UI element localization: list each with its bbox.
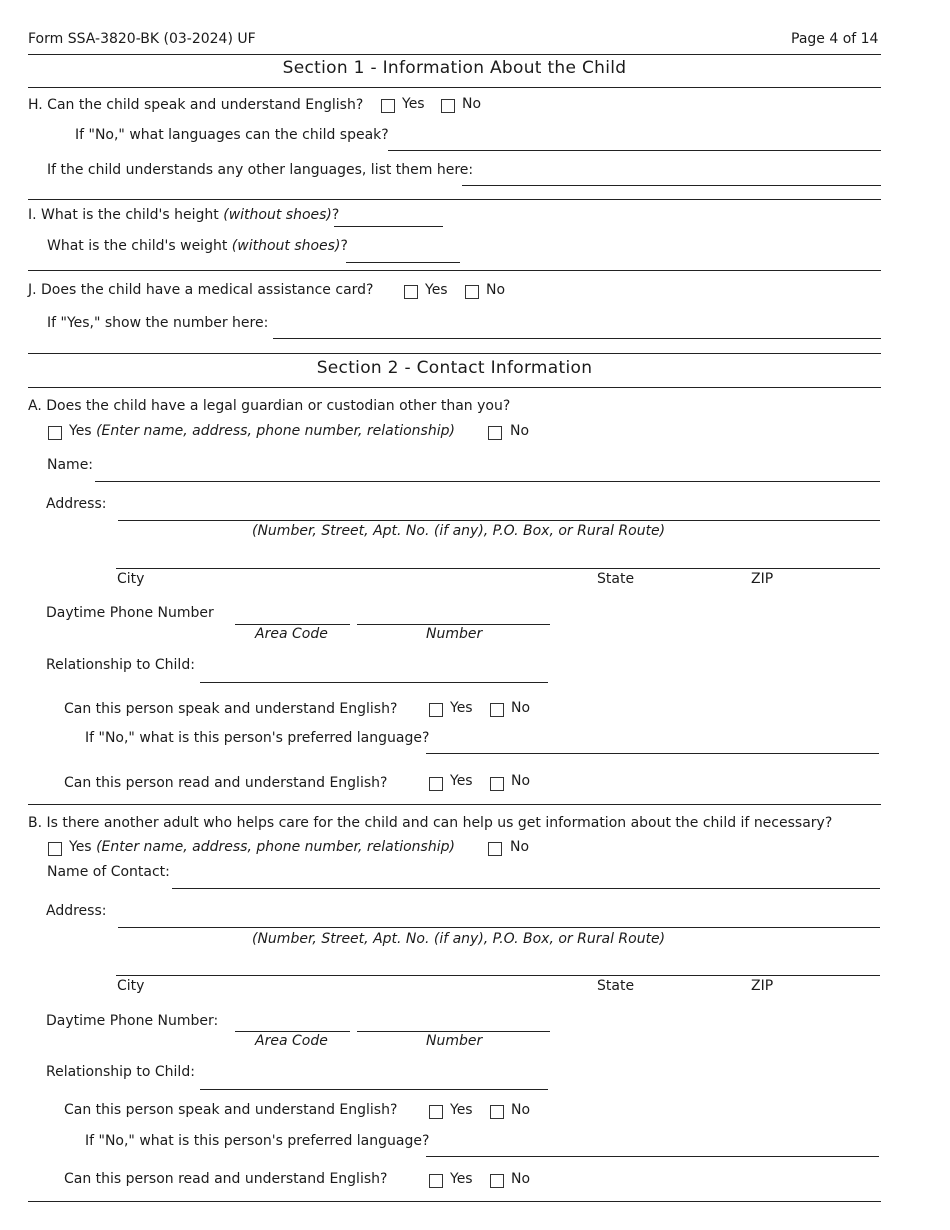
b-preferred-language-label: If "No," what is this person's preferred language?	[85, 1133, 430, 1149]
a-yes-text: Yes	[69, 423, 92, 439]
section1-title: Section 1 - Information About the Child	[282, 58, 627, 78]
b-zip-label: ZIP	[751, 978, 774, 994]
a-speak-question: Can this person speak and understand English?	[64, 701, 398, 717]
medical-card-number-field[interactable]	[273, 338, 881, 339]
a-area-code-caption: Area Code	[255, 626, 328, 642]
h-if-no-label: If "No," what languages can the child speak?	[75, 127, 389, 143]
b-speak-yes-checkbox[interactable]	[429, 1105, 443, 1119]
divider	[28, 87, 881, 88]
b-number-caption: Number	[426, 1033, 483, 1049]
weight-field[interactable]	[346, 262, 460, 263]
a-address-field[interactable]	[118, 520, 880, 521]
b-read-no-label: No	[511, 1171, 531, 1187]
divider	[28, 1201, 881, 1202]
h-other-languages-label: If the child understands any other languages, list them here:	[47, 162, 474, 178]
question-b: B. Is there another adult who helps care for the child and can help us get information about the child if necessary?	[28, 815, 833, 831]
b-read-yes-label: Yes	[450, 1171, 473, 1187]
a-yes-label	[69, 423, 455, 439]
a-read-yes-checkbox[interactable]	[429, 777, 443, 791]
page-number: Page 4 of 14	[791, 31, 879, 47]
divider	[28, 387, 881, 388]
b-state-label: State	[597, 978, 635, 994]
b-area-code-field[interactable]	[235, 1031, 350, 1032]
divider	[28, 199, 881, 200]
a-name-field[interactable]	[95, 481, 880, 482]
b-speak-question: Can this person speak and understand English?	[64, 1102, 398, 1118]
height-field[interactable]	[334, 226, 443, 227]
b-address-label: Address:	[46, 903, 107, 919]
a-read-question: Can this person read and understand English?	[64, 775, 388, 791]
weight-note: (without shoes)	[231, 238, 341, 254]
h-other-languages-field[interactable]	[462, 185, 881, 186]
a-number-caption: Number	[426, 626, 483, 642]
a-zip-label: ZIP	[751, 571, 774, 587]
a-phone-number-field[interactable]	[357, 624, 550, 625]
b-yes-note: (Enter name, address, phone number, relationship)	[96, 839, 455, 855]
a-state-label: State	[597, 571, 635, 587]
a-read-no-label: No	[511, 773, 531, 789]
a-city-state-zip-field[interactable]	[116, 568, 880, 569]
divider	[28, 804, 881, 805]
divider	[28, 353, 881, 354]
b-yes-checkbox[interactable]	[48, 842, 62, 856]
b-yes-label	[69, 839, 455, 855]
question-j: J. Does the child have a medical assistance card?	[28, 282, 374, 298]
b-name-field[interactable]	[172, 888, 880, 889]
b-no-checkbox[interactable]	[488, 842, 502, 856]
h-no-label: No	[462, 96, 482, 112]
a-address-caption: (Number, Street, Apt. No. (if any), P.O. Box, or Rural Route)	[252, 523, 666, 539]
a-relationship-field[interactable]	[200, 682, 548, 683]
b-speak-no-label: No	[511, 1102, 531, 1118]
b-name-label: Name of Contact:	[47, 864, 170, 880]
a-yes-checkbox[interactable]	[48, 426, 62, 440]
a-yes-note: (Enter name, address, phone number, relationship)	[96, 423, 455, 439]
b-area-code-caption: Area Code	[255, 1033, 328, 1049]
a-city-label: City	[117, 571, 145, 587]
form-id: Form SSA-3820-BK (03-2024) UF	[28, 31, 256, 47]
question-h: H. Can the child speak and understand English?	[28, 97, 364, 113]
a-speak-no-checkbox[interactable]	[490, 703, 504, 717]
j-yes-checkbox[interactable]	[404, 285, 418, 299]
a-speak-yes-checkbox[interactable]	[429, 703, 443, 717]
b-city-label: City	[117, 978, 145, 994]
height-end: ?	[331, 207, 340, 223]
b-read-yes-checkbox[interactable]	[429, 1174, 443, 1188]
a-preferred-language-field[interactable]	[426, 753, 879, 754]
b-relationship-label: Relationship to Child:	[46, 1064, 195, 1080]
h-no-checkbox[interactable]	[441, 99, 455, 113]
question-i-height	[28, 207, 339, 223]
a-area-code-field[interactable]	[235, 624, 350, 625]
divider	[28, 54, 881, 55]
a-preferred-language-label: If "No," what is this person's preferred language?	[85, 730, 430, 746]
b-no-label: No	[510, 839, 530, 855]
divider	[28, 270, 881, 271]
a-address-label: Address:	[46, 496, 107, 512]
b-read-no-checkbox[interactable]	[490, 1174, 504, 1188]
b-city-state-zip-field[interactable]	[116, 975, 880, 976]
b-read-question: Can this person read and understand English?	[64, 1171, 388, 1187]
question-a: A. Does the child have a legal guardian or custodian other than you?	[28, 398, 511, 414]
b-address-caption: (Number, Street, Apt. No. (if any), P.O. Box, or Rural Route)	[252, 931, 666, 947]
a-relationship-label: Relationship to Child:	[46, 657, 195, 673]
height-note: (without shoes)	[223, 207, 332, 223]
question-i-weight	[47, 238, 348, 254]
a-read-no-checkbox[interactable]	[490, 777, 504, 791]
weight-question-text: What is the child's weight	[47, 238, 228, 254]
a-phone-label: Daytime Phone Number	[46, 605, 214, 621]
section2-title: Section 2 - Contact Information	[316, 358, 593, 378]
h-languages-field[interactable]	[388, 150, 881, 151]
j-if-yes-label: If "Yes," show the number here:	[47, 315, 269, 331]
a-speak-yes-label: Yes	[450, 700, 473, 716]
height-question-text: I. What is the child's height	[28, 207, 219, 223]
b-relationship-field[interactable]	[200, 1089, 548, 1090]
a-read-yes-label: Yes	[450, 773, 473, 789]
b-phone-label: Daytime Phone Number:	[46, 1013, 219, 1029]
b-speak-yes-label: Yes	[450, 1102, 473, 1118]
b-speak-no-checkbox[interactable]	[490, 1105, 504, 1119]
a-speak-no-label: No	[511, 700, 531, 716]
b-preferred-language-field[interactable]	[426, 1156, 879, 1157]
j-yes-label: Yes	[425, 282, 448, 298]
j-no-label: No	[486, 282, 506, 298]
b-address-field[interactable]	[118, 927, 880, 928]
weight-end: ?	[340, 238, 348, 254]
b-yes-text: Yes	[69, 839, 92, 855]
b-phone-number-field[interactable]	[357, 1031, 550, 1032]
a-no-checkbox[interactable]	[488, 426, 502, 440]
a-no-label: No	[510, 423, 530, 439]
h-yes-label: Yes	[402, 96, 425, 112]
h-yes-checkbox[interactable]	[381, 99, 395, 113]
a-name-label: Name:	[47, 457, 94, 473]
j-no-checkbox[interactable]	[465, 285, 479, 299]
